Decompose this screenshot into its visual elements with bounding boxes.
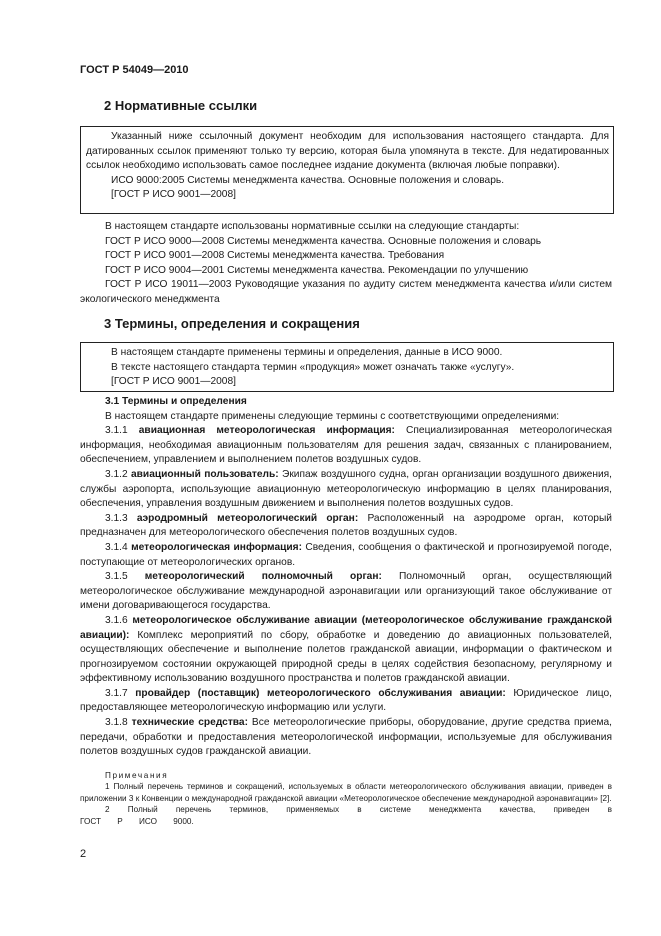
term-3-1-6: [80, 614, 612, 687]
page-number: 2: [80, 848, 87, 860]
term-definition: Комплекс мероприятий по сбору, обработке и доведению до авиационных пользователей, осуществляющих обеспечение и выполнение полетов гражданской авиации, информации о фактическом и прогнозируемом состоянии окружающей природной среды в целях содействия безопасному, регулярному и эффективному использованию воздушного пространства и полетов гражданской авиации.: [80, 629, 612, 685]
term-name: провайдер (поставщик) метеорологического обслуживания авиации:: [135, 687, 506, 699]
term-3-1-3: [80, 512, 612, 541]
term-definition: Все метеорологические приборы, оборудование, другие средства приема, передачи, обработки и предоставления метеорологической информации, используемые для обслуживания полетов воздушных судов гражданской авиации.: [80, 717, 612, 758]
ref-item: ГОСТ Р ИСО 9004—2001 Системы менеджмента качества. Рекомендации по улучшению: [105, 264, 529, 276]
term-name: аэродромный метеорологический орган:: [136, 512, 359, 524]
term-number: 3.1.2: [105, 468, 131, 480]
term-number: 3.1.1: [105, 425, 139, 437]
box-line: ИСО 9000:2005 Системы менеджмента качества. Основные положения и словарь.: [111, 174, 505, 186]
term-3-1-1: [80, 424, 612, 468]
term-name: метеорологическая информация:: [131, 541, 302, 553]
ref-item: ГОСТ Р ИСО 9000—2008 Системы менеджмента качества. Основные положения и словарь: [105, 235, 542, 247]
term-definition: Расположенный на аэродроме орган, который предназначен для метеорологического обеспечения полетов воздушных судов.: [80, 512, 612, 539]
document-header: ГОСТ Р 54049—2010: [80, 64, 189, 76]
ref-item: ГОСТ Р ИСО 19011—2003 Руководящие указания по аудиту систем менеджмента качества и/или систем экологического менеджмента: [80, 279, 612, 305]
term-name: авиационная метеорологическая информация:: [138, 425, 395, 437]
notes: [80, 770, 612, 827]
note-1: 1 Полный перечень терминов и сокращений, используемых в области метеорологического обслуживания авиации, приведен в приложении 3 к Конвенции о международной гражданской авиации «Метеорологическое обеспечение международной аэронавигации» [2].: [80, 782, 612, 803]
note-2: 2 Полный перечень терминов, применяемых в системе менеджмента качества, приведен в ГОСТ Р ИСО 9000.: [80, 805, 612, 826]
term-definition: Сведения, сообщения о фактической и прогнозируемой погоде, поступающие от метеорологических органов.: [80, 541, 612, 568]
notes-title: Примечания: [105, 771, 169, 780]
term-3-1-2: [80, 468, 612, 512]
section-2-body: [80, 220, 612, 308]
section-3-body: [80, 395, 612, 760]
section-2-title: 2 Нормативные ссылки: [104, 98, 258, 113]
box-line: В настоящем стандарте применены термины и определения, данные в ИСО 9000.: [111, 347, 503, 358]
term-number: 3.1.5: [105, 571, 145, 583]
term-name: авиационный пользователь:: [131, 468, 279, 480]
term-name: технические средства:: [131, 717, 248, 729]
box-line: [ГОСТ Р ИСО 9001—2008]: [111, 189, 236, 201]
term-definition: Полномочный орган, осуществляющий метеорологическое обслуживание международной аэронавигации или организующий такое обслуживание от имени договаривающегося государства.: [80, 571, 612, 612]
box-paragraph: Указанный ниже ссылочный документ необходим для использования настоящего стандарта. Для датированных ссылок применяют только ту версию, которая была упомянута в тексте. Для недатированных ссылок необходимо использовать самое последнее издание документа (включая любые поправки).: [86, 131, 609, 172]
section-3-title: 3 Термины, определения и сокращения: [104, 316, 360, 331]
term-number: 3.1.6: [105, 614, 133, 626]
section-3-box: [80, 342, 614, 392]
refs-intro: В настоящем стандарте использованы нормативные ссылки на следующие стандарты:: [105, 221, 520, 232]
term-name: метеорологическое обслуживание авиации (метеорологическое обслуживание гражданской авиации):: [80, 614, 612, 641]
term-number: 3.1.3: [105, 512, 137, 524]
term-definition: Экипаж воздушного судна, орган организации воздушного движения, службы аэропорта, использующие авиационную метеорологическую информацию в целях планирования, обеспечения, управления воздушным движением и выполнения полетов воздушных судов.: [80, 468, 612, 510]
term-name: метеорологический полномочный орган:: [144, 571, 382, 583]
term-definition: Специализированная метеорологическая информация, необходимая авиационным пользователям для решения задач, связанных с планированием, обеспечением, управлением и выполнением полетов воздушных судов.: [80, 425, 612, 466]
ref-item: ГОСТ Р ИСО 9001—2008 Системы менеджмента качества. Требования: [105, 250, 445, 262]
term-definition: Юридическое лицо, предоставляющее метеорологическую информацию или услуги.: [80, 687, 612, 714]
term-3-1-7: [80, 687, 612, 716]
box-line: [ГОСТ Р ИСО 9001—2008]: [111, 376, 236, 388]
box-line: В тексте настоящего стандарта термин «продукция» может означать также «услугу».: [111, 361, 515, 373]
term-3-1-8: [80, 716, 612, 760]
term-3-1-5: [80, 570, 612, 614]
terms-intro: В настоящем стандарте применены следующие термины с соответствующими определениями:: [105, 410, 560, 422]
section-2-box: [80, 126, 614, 214]
term-3-1-4: [80, 541, 612, 570]
term-number: 3.1.7: [105, 687, 136, 699]
term-number: 3.1.8: [105, 717, 132, 729]
term-number: 3.1.4: [105, 541, 132, 553]
subsection-3-1-title: 3.1 Термины и определения: [105, 396, 247, 407]
